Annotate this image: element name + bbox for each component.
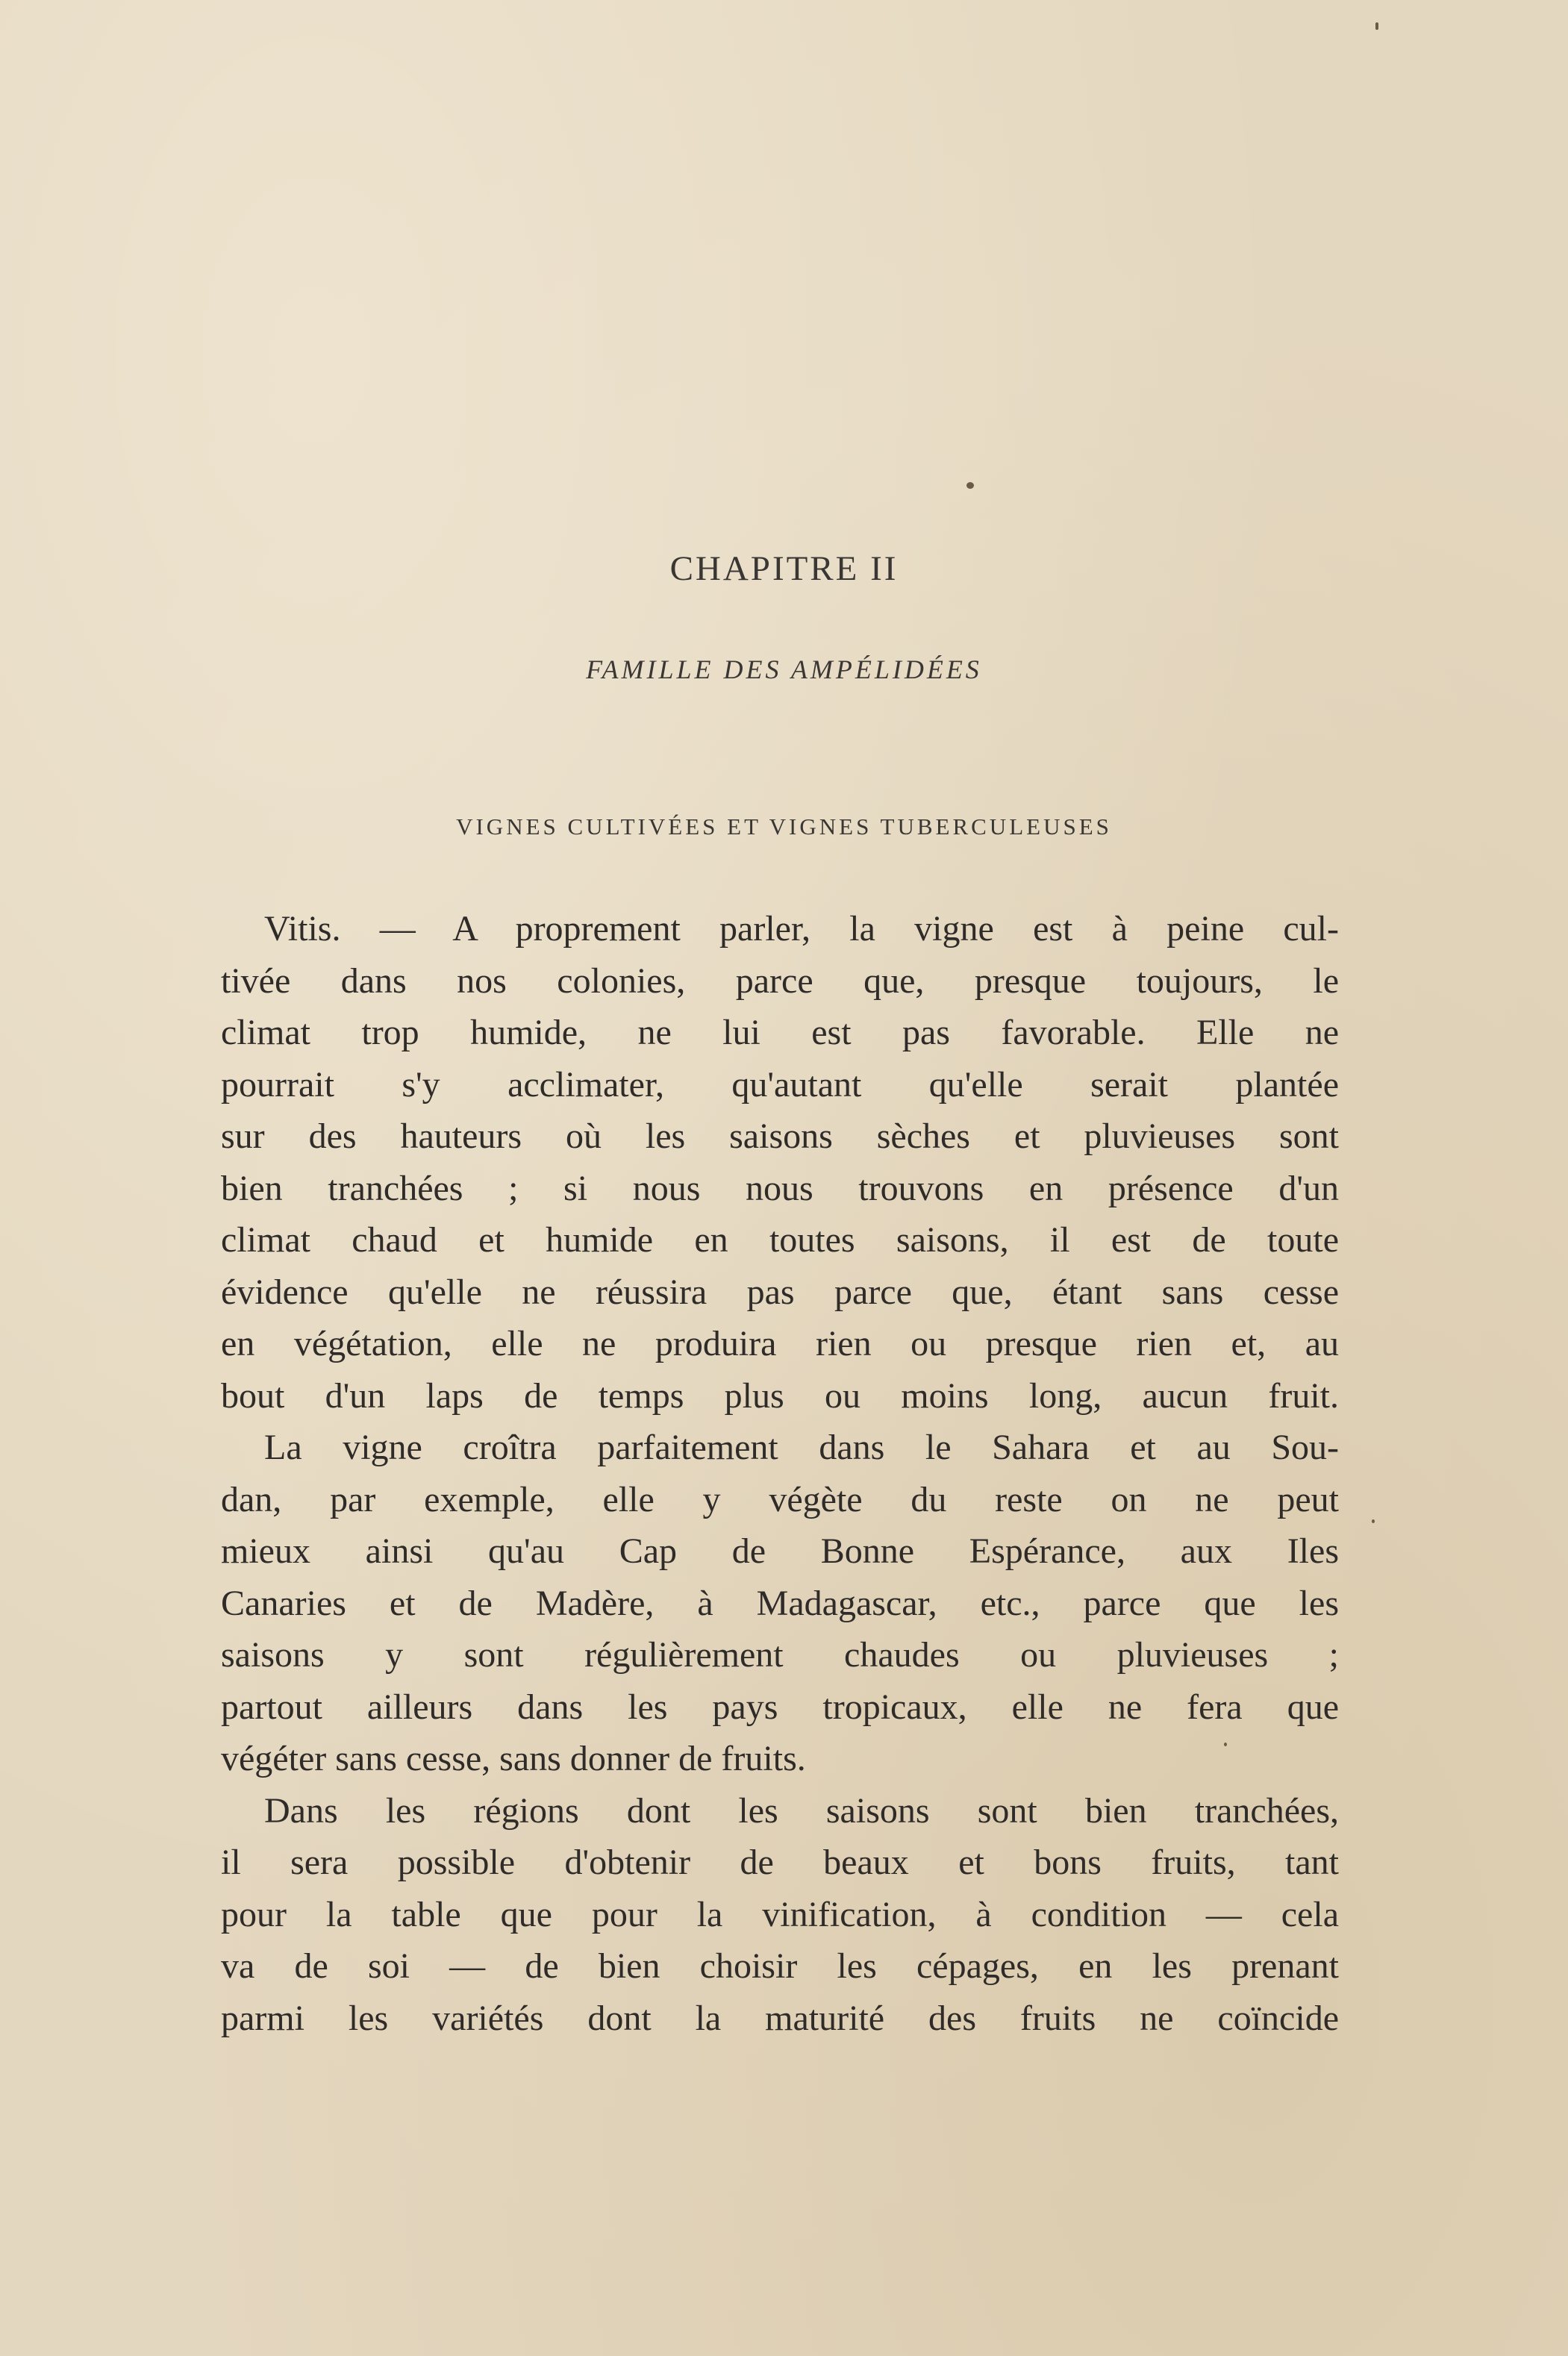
text-line: pourrait s'y acclimater, qu'autant qu'elle serait plantée: [221, 1064, 1339, 1104]
text-line: évidence qu'elle ne réussira pas parce que, étant sans cesse: [221, 1272, 1339, 1312]
text-line: pour la table que pour la vinification, à condition — cela: [221, 1894, 1339, 1934]
text-line: climat chaud et humide en toutes saisons, il est de toute: [221, 1220, 1339, 1260]
ink-speck: [1372, 1519, 1375, 1523]
text-line: bout d'un laps de temps plus ou moins long, aucun fruit.: [221, 1375, 1339, 1416]
text-line: végéter sans cesse, sans donner de fruits.: [221, 1739, 806, 1778]
text-line: climat trop humide, ne lui est pas favorable. Elle ne: [221, 1013, 1339, 1052]
text-line: tivée dans nos colonies, parce que, presque toujours, le: [221, 960, 1339, 1001]
text-line: bien tranchées ; si nous nous trouvons en présence d'un: [221, 1168, 1339, 1208]
text-line: parmi les variétés dont la maturité des fruits ne coïncide: [221, 1998, 1339, 2038]
body-text: [221, 903, 1339, 2044]
chapter-heading: CHAPITRE II: [669, 549, 899, 588]
paragraph: [221, 1785, 1339, 2045]
ink-speck: [1375, 22, 1378, 30]
text-line: il sera possible d'obtenir de beaux et bons fruits, tant: [221, 1843, 1339, 1882]
text-line: La vigne croîtra parfaitement dans le Sahara et au Sou-: [264, 1428, 1339, 1467]
text-line: partout ailleurs dans les pays tropicaux, elle ne fera que: [221, 1687, 1339, 1727]
text-line: saisons y sont régulièrement chaudes ou pluvieuses ;: [221, 1635, 1339, 1675]
section-subtitle: VIGNES CULTIVÉES ET VIGNES TUBERCULEUSES: [456, 813, 1112, 840]
paragraph: [221, 1422, 1339, 1785]
paragraph: [221, 903, 1339, 1422]
text-line: mieux ainsi qu'au Cap de Bonne Espérance, aux Iles: [221, 1531, 1339, 1571]
text-line: en végétation, elle ne produira rien ou presque rien et, au: [221, 1324, 1339, 1363]
text-line: Dans les régions dont les saisons sont bien tranchées,: [264, 1790, 1339, 1831]
text-line: Canaries et de Madère, à Madagascar, etc., parce que les: [221, 1583, 1339, 1623]
chapter-title: FAMILLE DES AMPÉLIDÉES: [586, 654, 982, 684]
text-line: Vitis. — A proprement parler, la vigne est à peine cul-: [264, 909, 1339, 949]
text-line: va de soi — de bien choisir les cépages, en les prenant: [221, 1946, 1339, 1986]
ink-speck: [966, 482, 974, 489]
text-line: dan, par exemple, elle y végète du reste on ne peut: [221, 1479, 1339, 1519]
text-line: sur des hauteurs où les saisons sèches et pluvieuses sont: [221, 1116, 1339, 1156]
